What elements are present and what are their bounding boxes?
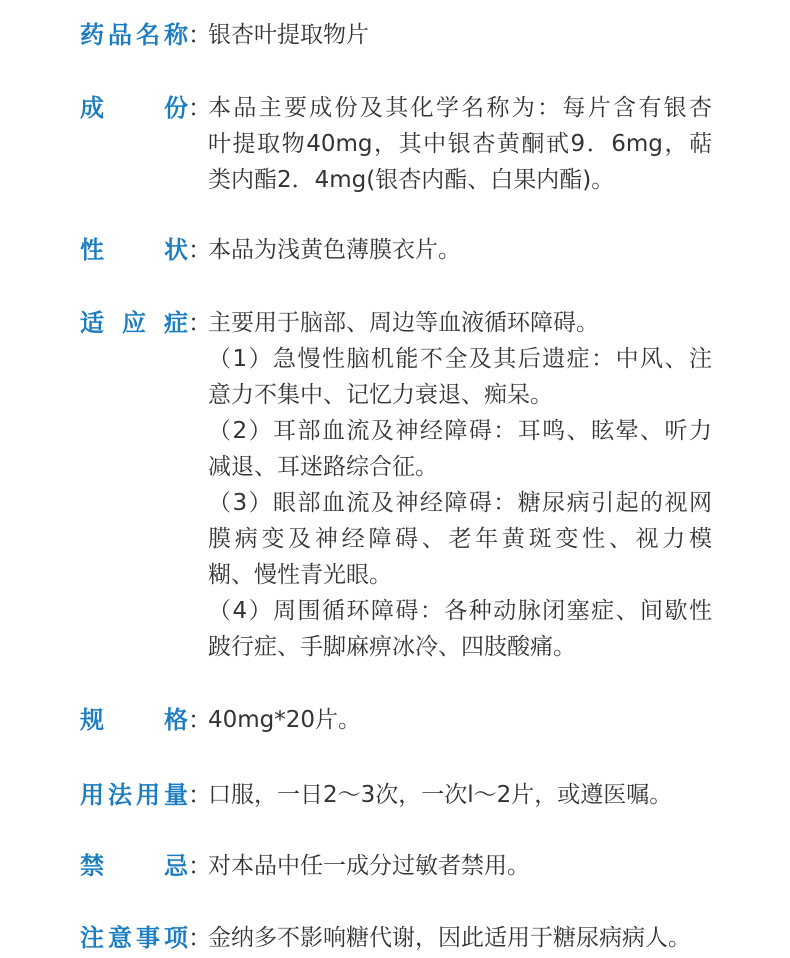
label-composition: 成 份 xyxy=(80,94,188,122)
section-indications xyxy=(80,305,720,665)
section-drug-name xyxy=(80,17,720,53)
label-contraindications: 禁 忌 xyxy=(80,852,188,880)
label-dosage: 用 法 用 量 xyxy=(80,781,188,809)
colon: ： xyxy=(188,236,212,264)
section-description xyxy=(80,232,720,268)
label-drug-name: 药 品 名 称 xyxy=(80,21,188,49)
label-precautions: 注 意 事 项 xyxy=(80,924,188,952)
content-description: 本品为浅黄色薄膜衣片。 xyxy=(208,237,461,263)
label-specification: 规 格 xyxy=(80,706,188,734)
content-precautions: 金纳多不影响糖代谢，因此适用于糖尿病病人。 xyxy=(208,925,691,951)
content-indications: 主要用于脑部、周边等血液循环障碍。 （1）急慢性脑机能不全及其后遗症：中风、注 意力不集中、记忆力衰退、痴呆。 （2）耳部血流及神经障碍：耳鸣、眩晕、听力 减退、耳迷路综合征。 （3）眼部血流及神经障碍：糖尿病引起的视网 膜病变及神经障碍、老年黄斑变性、视力模 糊、慢性青光眼。 （4）周围循环障碍：各种动脉闭塞症、间歇性 跛行症、手脚麻痹冰冷、四肢酸痛。 xyxy=(208,310,712,660)
label-description: 性 状 xyxy=(80,236,188,264)
colon: ： xyxy=(188,781,212,809)
colon: ： xyxy=(188,706,212,734)
content-drug-name: 银杏叶提取物片 xyxy=(208,22,369,48)
section-specification xyxy=(80,702,720,738)
colon: ： xyxy=(188,852,212,880)
section-contraindications xyxy=(80,848,720,884)
section-dosage xyxy=(80,777,720,813)
label-indications: 适 应 症 xyxy=(80,309,188,337)
content-contraindications: 对本品中任一成分过敏者禁用。 xyxy=(208,853,530,879)
section-composition xyxy=(80,90,720,198)
content-dosage: 口服，一日2～3次，一次l～2片，或遵医嘱。 xyxy=(208,782,673,808)
colon: ： xyxy=(188,309,212,337)
content-composition: 本品主要成份及其化学名称为：每片含有银杏 叶提取物40mg，其中银杏黄酮甙9．6mg，萜 类内酯2．4mg(银杏内酯、白果内酯)。 xyxy=(208,95,712,193)
colon: ： xyxy=(188,21,212,49)
colon: ： xyxy=(188,94,212,122)
section-precautions xyxy=(80,920,720,956)
content-specification: 40mg*20片。 xyxy=(208,707,362,733)
colon: ： xyxy=(188,924,212,952)
